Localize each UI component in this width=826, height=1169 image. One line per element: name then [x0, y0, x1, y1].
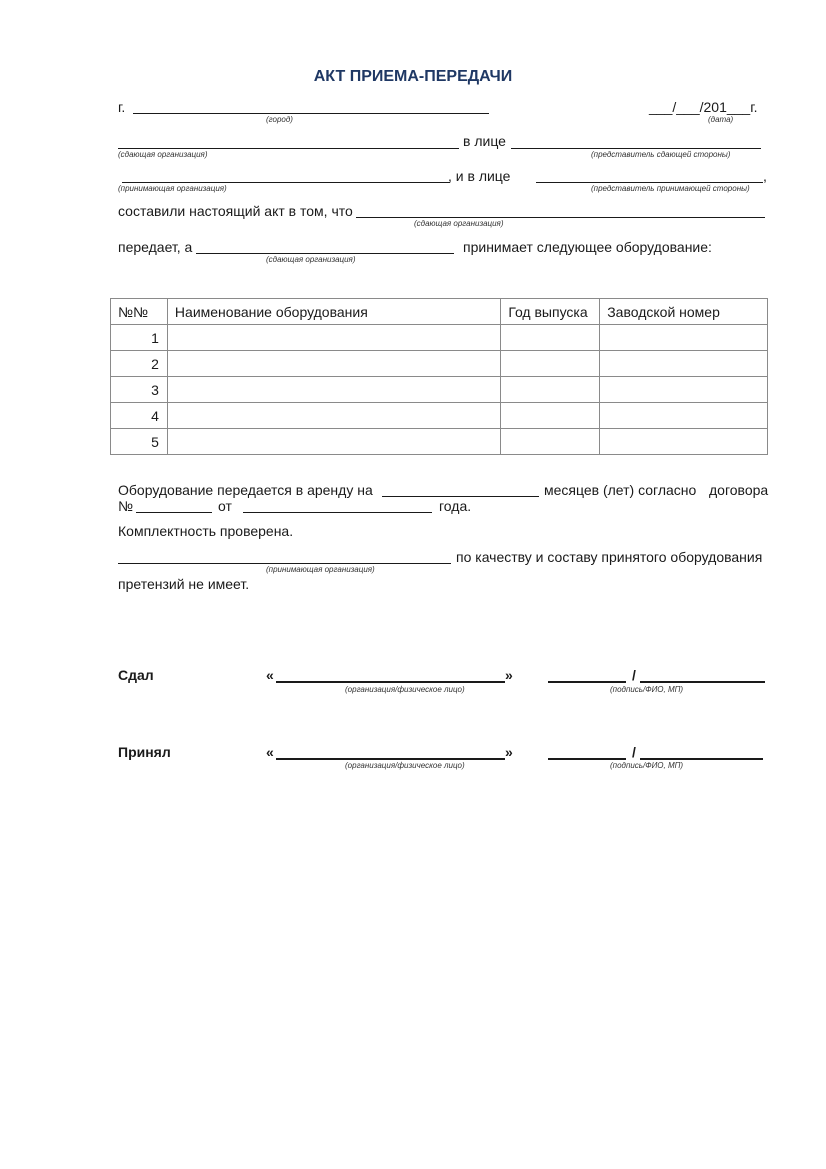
quality-label: по качеству и составу принятого оборудования [456, 549, 763, 565]
date-hint: (дата) [708, 115, 734, 124]
city-field[interactable] [133, 113, 489, 114]
received-org-hint: (организация/физическое лицо) [345, 761, 465, 770]
received-org-field[interactable] [276, 758, 505, 760]
table-row [111, 351, 768, 377]
receiver-rep-field[interactable] [536, 182, 763, 183]
quality-org-field[interactable] [118, 563, 451, 564]
row-number: 5 [111, 429, 168, 455]
year-cell[interactable] [501, 429, 600, 455]
received-quote-open: « [266, 744, 274, 760]
row-number: 3 [111, 377, 168, 403]
contract-label: договора [709, 482, 769, 498]
compiled-org-field[interactable] [356, 217, 765, 218]
gave-signature-field[interactable] [548, 681, 626, 683]
gave-quote-open: « [266, 667, 274, 683]
contract-number-field[interactable] [136, 512, 212, 513]
serial-cell[interactable] [600, 351, 768, 377]
equipment-name-cell[interactable] [167, 403, 500, 429]
rent-months-label: месяцев (лет) согласно [544, 482, 697, 498]
giver-hint: (сдающая организация) [118, 150, 208, 159]
no-claims-text: претензий не имеет. [118, 576, 250, 592]
received-signature-field[interactable] [548, 758, 626, 760]
document-title: АКТ ПРИЕМА-ПЕРЕДАЧИ [313, 68, 513, 85]
row-number: 2 [111, 351, 168, 377]
contract-year-label: года. [439, 498, 472, 514]
equipment-name-cell[interactable] [167, 351, 500, 377]
received-sign-hint: (подпись/ФИО, МП) [610, 761, 684, 770]
giver-rep-field[interactable] [511, 148, 761, 149]
rent-duration-field[interactable] [382, 496, 539, 497]
serial-cell[interactable] [600, 377, 768, 403]
row-number: 4 [111, 403, 168, 429]
city-prefix: г. [118, 99, 126, 115]
date-field[interactable]: ___/___/201___г. [649, 99, 758, 115]
gave-name-field[interactable] [640, 681, 765, 683]
equipment-table [110, 298, 768, 455]
giver-org-field[interactable] [118, 148, 459, 149]
table-row [111, 325, 768, 351]
quality-hint: (принимающая организация) [266, 565, 375, 574]
table-row [111, 403, 768, 429]
gave-org-field[interactable] [276, 681, 505, 683]
compiled-label: составили настоящий акт в том, что [118, 203, 353, 219]
city-hint: (город) [266, 115, 293, 124]
serial-cell[interactable] [600, 403, 768, 429]
gave-org-hint: (организация/физическое лицо) [345, 685, 465, 694]
equipment-name-cell[interactable] [167, 325, 500, 351]
transfers-org-field[interactable] [196, 253, 454, 254]
table-row [111, 377, 768, 403]
accepts-label: принимает следующее оборудование: [463, 239, 712, 255]
completeness-text: Комплектность проверена. [118, 523, 294, 539]
equipment-name-cell[interactable] [167, 429, 500, 455]
giver-rep-hint: (представитель сдающей стороны) [591, 150, 731, 159]
row-number: 1 [111, 325, 168, 351]
received-quote-close: » [505, 744, 513, 760]
contract-number-prefix: № [118, 498, 134, 514]
year-cell[interactable] [501, 377, 600, 403]
gave-quote-close: » [505, 667, 513, 683]
equipment-name-cell[interactable] [167, 377, 500, 403]
and-in-person-label: , и в лице [448, 168, 511, 184]
in-person-label: в лице [463, 133, 506, 149]
gave-slash: / [632, 667, 636, 683]
col-header-serial: Заводской номер [600, 299, 768, 325]
table-row [111, 429, 768, 455]
serial-cell[interactable] [600, 429, 768, 455]
compiled-hint: (сдающая организация) [414, 219, 504, 228]
year-cell[interactable] [501, 351, 600, 377]
year-cell[interactable] [501, 403, 600, 429]
rent-label: Оборудование передается в аренду на [118, 482, 373, 498]
trailing-comma: , [763, 168, 767, 184]
received-slash: / [632, 744, 636, 760]
transfers-label: передает, а [118, 239, 193, 255]
transfers-hint: (сдающая организация) [266, 255, 356, 264]
gave-sign-hint: (подпись/ФИО, МП) [610, 685, 684, 694]
serial-cell[interactable] [600, 325, 768, 351]
col-header-name: Наименование оборудования [167, 299, 500, 325]
received-name-field[interactable] [640, 758, 763, 760]
received-label: Принял [118, 744, 171, 760]
table-header-row [111, 299, 768, 325]
gave-label: Сдал [118, 667, 154, 683]
col-header-number: №№ [111, 299, 168, 325]
receiver-hint: (принимающая организация) [118, 184, 227, 193]
contract-from-label: от [218, 498, 232, 514]
col-header-year: Год выпуска [501, 299, 600, 325]
receiver-org-field[interactable] [122, 182, 450, 183]
contract-date-field[interactable] [243, 512, 432, 513]
year-cell[interactable] [501, 325, 600, 351]
receiver-rep-hint: (представитель принимающей стороны) [591, 184, 750, 193]
